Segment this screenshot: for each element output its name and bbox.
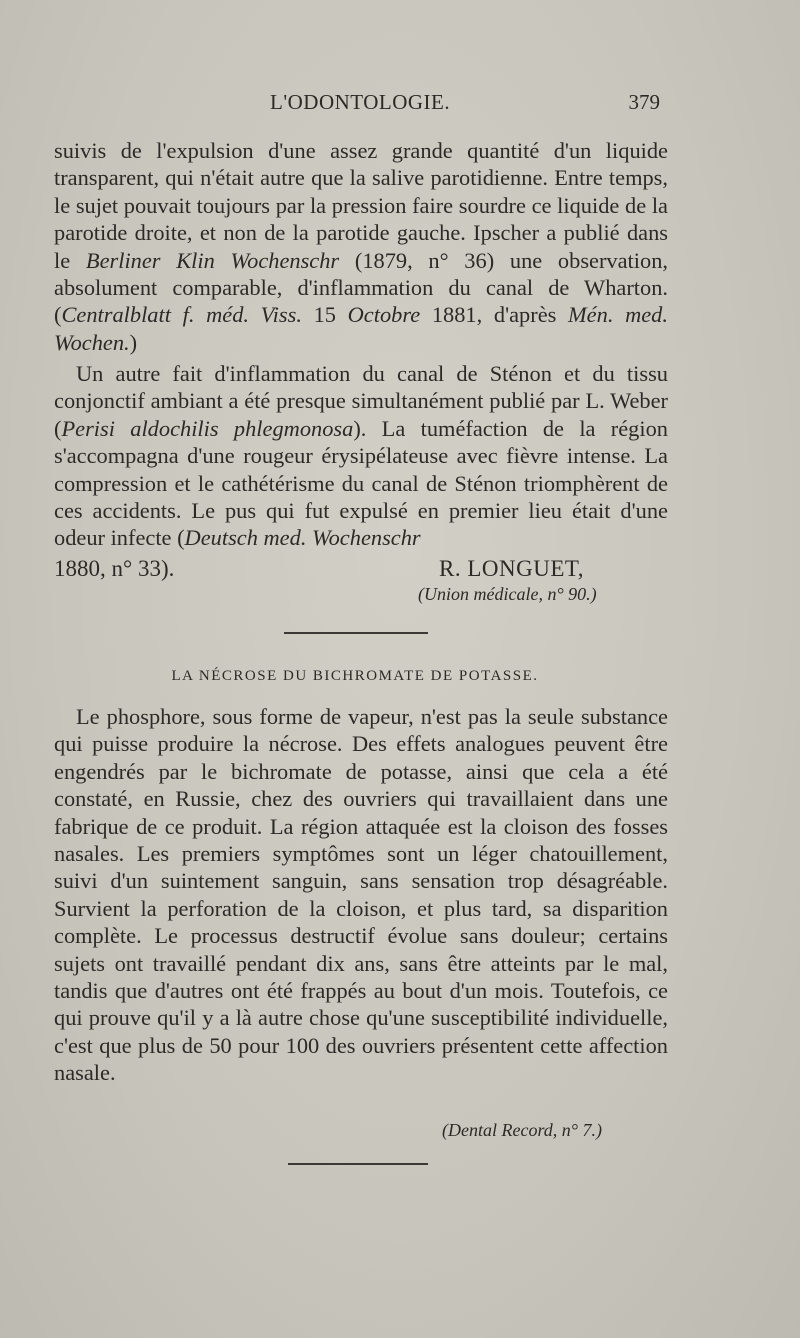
medical-term: Perisi aldochilis phlegmonosa — [61, 415, 354, 441]
text-run: ). La tuméfaction de la région s'accompagna d'une rougeur érysipélateuse avec fièvre intense. La compression et le cathétérisme du canal de Sténon triomphèrent de ces accidents. Le pus qui fut expulsé en premier lieu était d'une odeur infecte ( — [54, 415, 668, 551]
source-citation: (Dental Record, n° 7.) — [442, 1120, 602, 1140]
signature-line — [54, 556, 668, 586]
journal-citation: Deutsch med. Wochenschr — [184, 525, 421, 551]
text-run: ) — [129, 329, 138, 355]
text-run: 15 — [301, 302, 348, 328]
section-divider — [288, 1163, 428, 1165]
section-title: LA NÉCROSE DU BICHROMATE DE POTASSE. — [171, 668, 539, 684]
paragraph-bichromate-necrosis — [54, 703, 668, 1087]
text-run: 1881, d'après — [420, 302, 569, 328]
section-divider — [284, 632, 428, 634]
page-number: 379 — [628, 90, 660, 114]
citation-ref: 1880, n° 33). — [54, 556, 175, 581]
text-run: (1879, n° 36) une observation, absolument comparable, d'inflammation du canal de Wharton. ( — [54, 247, 668, 328]
text-run: Un autre fait d'inflammation du canal de Sténon et du tissu conjonctif ambiant a été presque simultanément publié par L. Weber ( — [54, 361, 668, 441]
paragraph-stenon-inflammation — [54, 360, 668, 552]
paragraph-salivary-continuation — [54, 137, 668, 356]
paragraph-text: Le phosphore, sous forme de vapeur, n'est pas la seule substance qui puisse produire la nécrose. Des effets analogues peuvent être engendrés par le bichromate de potasse, ainsi que cela a été constaté, en Russie, chez des ouvriers qui travaillaient dans une fabrique de ce produit. La région attaquée est la cloison des fosses nasales. Les premiers symptômes sont un léger chatouillement, suivi d'un suintement sanguin, sans sensation trop désagréable. Survient la perforation de la cloison, et plus tard, sa disparition complète. Le processus destructif évolue sans douleur; certains sujets ont travaillé pendant dix ans, sans être atteints par le mal, tandis que d'autres ont été frappés au bout d'un mois. Toutefois, ce qui prouve qu'il y a là autre chose qu'une susceptibilité individuelle, c'est que plus de 50 pour 100 des ouvriers présentent cette affection nasale. — [54, 704, 668, 1086]
page-header — [0, 90, 800, 120]
paragraph-text — [54, 137, 668, 356]
running-title: L'ODONTOLOGIE. — [270, 90, 451, 114]
journal-citation: Mén. med. Wochen. — [54, 302, 668, 355]
text-run: suivis de l'expulsion d'une assez grande quantité d'un liquide transparent, qui n'était autre que la salive parotidienne. Entre temps, le sujet pouvait toujours par la pression faire sourdre ce liquide de la parotide droite, et non de la parotide gauche. Ipscher a publié dans le — [54, 138, 668, 273]
author-signature: R. LONGUET, — [439, 556, 584, 581]
source-citation: (Union médicale, n° 90.) — [418, 584, 597, 604]
date-text: Octobre — [347, 302, 421, 328]
paragraph-text — [54, 360, 668, 552]
journal-citation: Berliner Klin Wochenschr — [85, 247, 340, 273]
journal-citation: Centralblatt f. méd. Viss. — [61, 302, 302, 328]
